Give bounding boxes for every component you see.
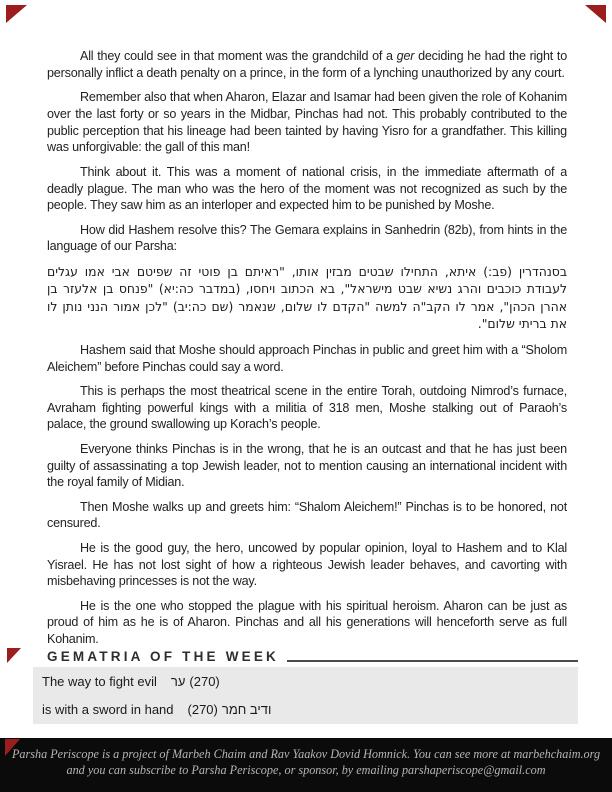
paragraph <box>47 48 567 82</box>
gematria-box <box>33 667 578 724</box>
gematria-english-text: is with a sword in hand <box>42 702 174 717</box>
paragraph <box>47 540 567 590</box>
paragraph-text: All they could see in that moment was the grandchild of a <box>80 49 397 63</box>
gematria-section <box>0 649 612 724</box>
paragraph-text: How did Hashem resolve this? The Gemara explains in Sanhedrin (82b), from hints in the language of our Parsha: <box>47 222 567 254</box>
paragraph-text: deciding he had the right to personally inflict a death penalty on a prince, in the form of a lynching unauthorized by any court. <box>47 49 567 80</box>
footer-line-2: and you can subscribe to Parsha Periscope, or sponsor, by emailing parshaperiscope@gmail.com <box>66 762 546 777</box>
paragraph <box>47 598 567 648</box>
paragraph <box>47 499 567 533</box>
hebrew-gemara-quote: בסנהדרין (פב:) איתא, התחילו שבטים מבזין אותו, "ראיתם בן פוטי זה שפיטם אבי אמו עגלים לעבודת כוכבים והרג נשיא שבט מישראל", בא הכתוב ויחסו, (במדבר כה:יא) "פנחס בן אלעזר בן אהרן הכהן", אמר לו הקב"ה למשה "הקדם לו שלום, שנאמר (שם כה:יב) "לכן אמור הנני נותן לו את בריתי שלום". <box>47 263 567 332</box>
gematria-line <box>42 674 578 689</box>
footer-line-1: Parsha Periscope is a project of Marbeh Chaim and Rav Yaakov Dovid Homnick. You can see more at marbehchaim.org <box>11 747 601 761</box>
corner-triangle-top-left-icon <box>6 5 27 23</box>
hebrew-term: רע <box>170 674 186 689</box>
paragraph-text: He is the good guy, the hero, uncowed by popular opinion, loyal to Hashem and to Klal Yisrael. He has not lost sight of how a righteous Jewish leader behaves, and cavorting with misbehaving princesses is not the way. <box>47 540 567 589</box>
page-footer <box>0 738 612 792</box>
paragraph <box>47 164 567 214</box>
paragraph-text: Remember also that when Aharon, Elazar and Isamar had been given the role of Kohanim over the last forty or so years in the Midbar, Pinchas had not. This probably contributed to the public perception that his lineage had been tainted by having Yisro for a grandfather. This killing was unforgivable: the gall of this man! <box>47 90 567 155</box>
gematria-heading-row <box>47 649 578 664</box>
gematria-heading: GEMATRIA OF THE WEEK <box>47 649 279 664</box>
paragraph-text: This is perhaps the most theatrical scene in the entire Torah, outdoing Nimrod’s furnace, Avraham fighting powerful kings with a militia of 318 men, Moshe stalking out of Paraoh’s palace, the ground swallowing up Korach’s people. <box>47 383 567 432</box>
paragraph <box>47 222 567 256</box>
gematria-line <box>42 702 578 717</box>
paragraph-text: He is the one who stopped the plague with his spiritual heroism. Aharon can be just as proud of him as he is of Aharon. Pinchas and all his generations will henceforth serve as full Kohanim. <box>47 598 567 647</box>
paragraph-text: Everyone thinks Pinchas is in the wrong, that he is an outcast and that he has just been guilty of assassinating a top Jewish leader, not to mention causing an international incident with the royal family of Midian. <box>47 441 567 490</box>
heading-rule-line <box>287 660 578 662</box>
paragraph <box>47 441 567 491</box>
paragraphs-bottom <box>47 342 567 648</box>
italic-term: ger <box>396 49 415 63</box>
hebrew-term: רמח בידו <box>221 702 272 717</box>
paragraph <box>47 342 567 376</box>
paragraph <box>47 89 567 156</box>
gematria-english-text: The way to fight evil <box>42 674 157 689</box>
gematria-value: (270) <box>187 702 218 717</box>
paragraph-text: Hashem said that Moshe should approach Pinchas in public and greet him with a “Sholom Aleichem” before Pinchas could say a word. <box>47 342 567 374</box>
paragraph-text: Think about it. This was a moment of national crisis, in the immediate aftermath of a deadly plague. The man who was the hero of the moment was not recognized as such by the people. They saw him as an interloper and expected him to be punished by Moshe. <box>47 164 567 213</box>
paragraphs-top <box>47 48 567 255</box>
gematria-value: (270) <box>189 674 220 689</box>
article-body <box>47 48 567 648</box>
paragraph <box>47 383 567 433</box>
paragraph-text: Then Moshe walks up and greets him: “Shalom Aleichem!” Pinchas is to be honored, not censured. <box>47 499 567 531</box>
corner-triangle-top-right-icon <box>585 5 606 23</box>
